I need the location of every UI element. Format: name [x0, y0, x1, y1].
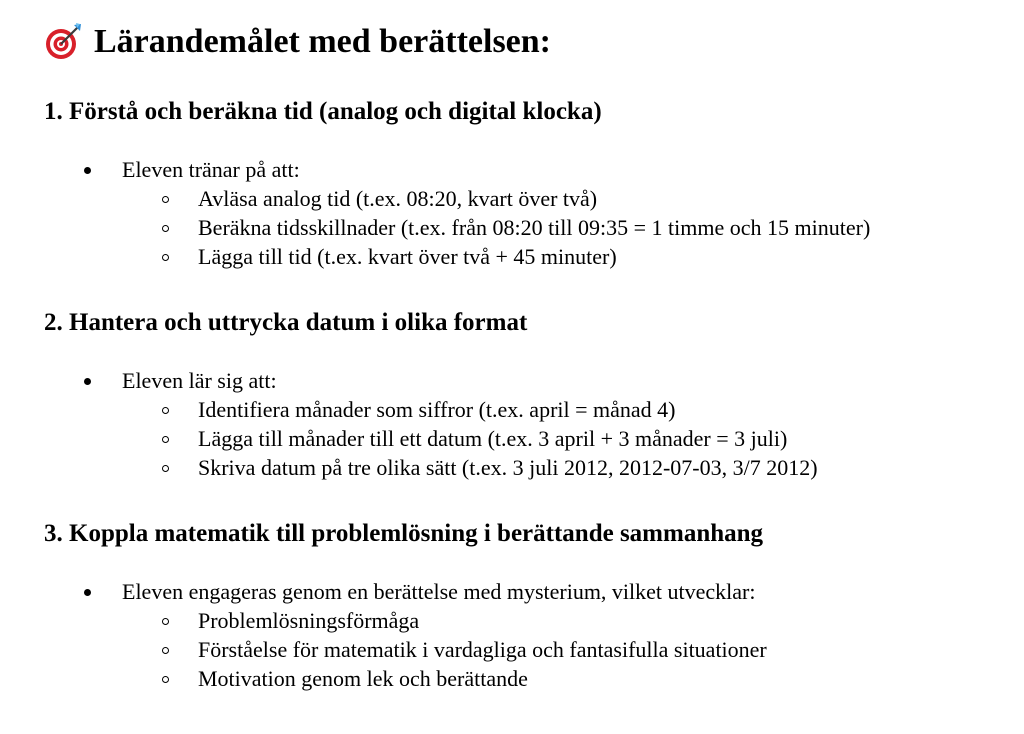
- sub-list-item: [44, 635, 1004, 664]
- sub-list-item: [44, 184, 1004, 213]
- sub-item-text: Beräkna tidsskillnader (t.ex. från 08:20 till 09:35 = 1 timme och 15 minuter): [198, 215, 871, 240]
- sub-list: [44, 184, 1004, 271]
- sub-item-text: Problemlösningsförmåga: [198, 608, 420, 633]
- sub-list: [44, 606, 1004, 693]
- sub-item-text: Avläsa analog tid (t.ex. 08:20, kvart över två): [198, 186, 598, 211]
- sub-list-item: [44, 395, 1004, 424]
- list-item: [44, 155, 1004, 184]
- dart-target-icon: [44, 22, 84, 62]
- circle-bullet-icon: [162, 254, 169, 261]
- circle-bullet-icon: [162, 225, 169, 232]
- list-item: [44, 577, 1004, 606]
- bullet-text: Eleven engageras genom en berättelse med mysterium, vilket utvecklar:: [122, 579, 756, 604]
- section-1: [44, 96, 1004, 271]
- sub-item-text: Lägga till månader till ett datum (t.ex. 3 april + 3 månader = 3 juli): [198, 426, 788, 451]
- section-3: [44, 518, 1004, 693]
- circle-bullet-icon: [162, 465, 169, 472]
- sub-list-item: [44, 213, 1004, 242]
- sub-list-item: [44, 453, 1004, 482]
- sub-item-text: Identifiera månader som siffror (t.ex. april = månad 4): [198, 397, 676, 422]
- sub-item-text: Lägga till tid (t.ex. kvart över två + 45 minuter): [198, 244, 617, 269]
- bullet-icon: [84, 167, 91, 174]
- sub-list-item: [44, 424, 1004, 453]
- bullet-icon: [84, 378, 91, 385]
- circle-bullet-icon: [162, 196, 169, 203]
- circle-bullet-icon: [162, 647, 169, 654]
- sub-item-text: Motivation genom lek och berättande: [198, 666, 528, 691]
- section-heading: 1. Förstå och beräkna tid (analog och digital klocka): [44, 98, 602, 125]
- section-heading: 2. Hantera och uttrycka datum i olika format: [44, 309, 528, 336]
- section-2: [44, 307, 1004, 482]
- bullet-text: Eleven lär sig att:: [122, 368, 277, 393]
- sub-item-text: Förståelse för matematik i vardagliga och fantasifulla situationer: [198, 637, 767, 662]
- circle-bullet-icon: [162, 436, 169, 443]
- list-item: [44, 366, 1004, 395]
- sub-list: [44, 395, 1004, 482]
- circle-bullet-icon: [162, 618, 169, 625]
- circle-bullet-icon: [162, 407, 169, 414]
- sub-list-item: [44, 606, 1004, 635]
- page-title-text: Lärandemålet med berättelsen:: [94, 23, 552, 60]
- sub-list-item: [44, 242, 1004, 271]
- circle-bullet-icon: [162, 676, 169, 683]
- section-heading: 3. Koppla matematik till problemlösning i berättande sammanhang: [44, 520, 764, 547]
- bullet-icon: [84, 589, 91, 596]
- bullet-text: Eleven tränar på att:: [122, 157, 300, 182]
- sub-list-item: [44, 664, 1004, 693]
- page-title: [44, 18, 551, 66]
- sub-item-text: Skriva datum på tre olika sätt (t.ex. 3 juli 2012, 2012-07-03, 3/7 2012): [198, 455, 818, 480]
